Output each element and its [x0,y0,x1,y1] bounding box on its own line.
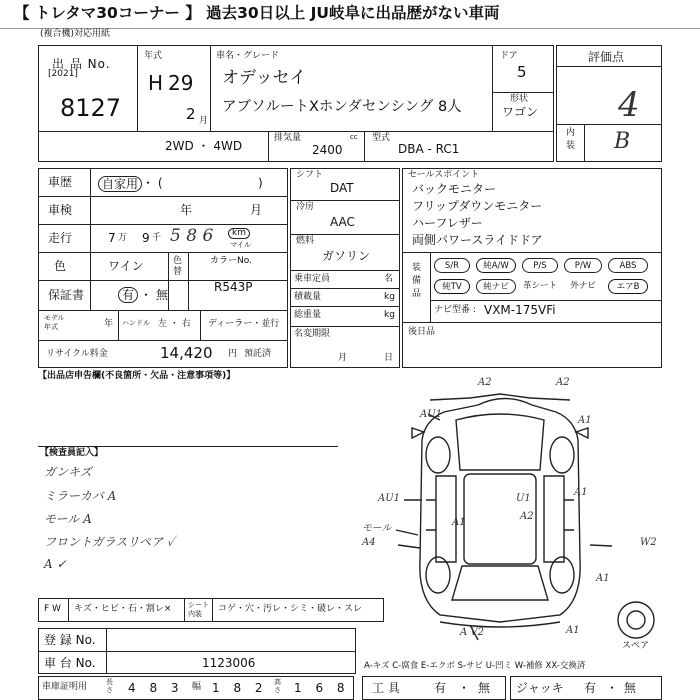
drive-options: 2WD ・ 4WD [165,139,243,153]
history-value: 自家用 [98,176,142,192]
equip-ps: P/S [522,258,558,273]
mileage-unit-mile: マイル [230,241,251,249]
inspector-line-3: フロントガラスリペア ✓ [44,535,175,549]
doors-label: ドア [500,51,518,61]
year-era: H [148,71,164,95]
warranty-yes: 有 [118,287,138,303]
reg-label: 登 録 No. [44,633,96,647]
displacement-value: 2400 [312,143,343,157]
tools-yes: 有 [434,681,447,695]
capacity-row-1: 積載量 [294,292,322,302]
score-value: 4 [618,85,640,125]
mark-a2-roof: A2 [520,511,534,522]
namechange-label: 名変期限 [294,329,331,339]
seat-text: コゲ・穴・汚レ・シミ・破レ・スレ [218,604,363,614]
fuel-value: ガソリン [322,249,371,263]
type-value: DBA - RC1 [398,142,460,156]
inspector-line-1: ミラーカバ A [44,489,117,503]
mileage-handwritten: 5 8 6 [170,226,214,246]
model-year-label: モデル年式 [44,314,65,331]
tools-label: 工 具 [372,681,400,695]
mileage-man: 7 [108,231,116,245]
colorno-value: R543P [214,280,253,294]
mark-molding-a4: モール A4 [362,523,392,548]
cert-height: 1 6 8 [294,681,350,695]
recycle-value: 14,420 [160,344,213,362]
shift-label: シフト [296,170,324,180]
cert-length: 4 8 3 [128,681,184,695]
mark-a1-right-fender: A1 [578,415,592,426]
warranty-sep: ・ [140,288,153,302]
mark-u1-roof: U1 [516,493,531,504]
inspection-label: 車検 [48,203,73,217]
equipment-label: 装備品 [412,263,422,299]
shape-label: 形状 [510,94,529,104]
recycle-deposit: 預託済 [244,349,272,359]
equip-extnavi: 外ナビ [570,281,596,291]
mark-a1-rear-right: A1 [566,625,580,636]
color-value: ワイン [108,259,144,273]
salespoint-2: ハーフレザー [412,216,483,230]
capacity-row-0: 乗車定員 [294,274,331,284]
inspector-line-2: モール A [44,512,92,526]
jack-yes: 有 [584,681,597,695]
displacement-unit: cc [350,133,358,141]
namechange-month: 月 [338,353,348,363]
mark-a2-front-left: A2 [478,377,492,388]
mileage-unit-km: km [228,228,250,239]
color-change-label: 色替 [173,256,183,277]
capacity-row-2: 総重量 [294,310,322,320]
salespoint-label: セールスポイント [408,170,480,180]
model-name: オデッセイ [222,68,307,88]
namechange-day: 日 [384,353,394,363]
history-label: 車歴 [48,175,73,189]
salespoint-0: バックモニター [412,182,497,196]
seller-note: 【出品店申告欄(不良箇所・欠品・注意事項等)】 [38,371,236,381]
jack-label: ジャッキ [516,681,564,695]
interior-label: 内装 [566,128,576,151]
type-label: 型式 [372,133,391,143]
color-label: 色 [54,259,67,273]
model-label: 車名・グレード [216,51,280,61]
navi-label: ナビ型番 : [434,305,476,315]
jack-no: 無 [624,681,637,695]
equip-alloy: 純A/W [476,258,516,273]
chassis-label: 車 台 No. [44,656,96,670]
history-suffix: ・ ( [142,176,163,190]
cert-width: 1 8 2 [212,681,268,695]
navi-value: VXM-175VFi [484,303,556,317]
equip-airbag: エアB [608,279,648,294]
doors-value: 5 [517,63,527,81]
colorno-label: カラーNo. [210,256,252,266]
year-month: 2 [186,105,196,123]
chassis-value: 1123006 [202,656,256,670]
mark-w2: W2 [640,537,657,548]
inspector-line-0: ガンキズ [44,465,92,479]
handle-label: ハンドル [122,319,150,327]
warranty-label: 保証書 [48,288,85,302]
inspector-line-4: A ✓ [44,557,67,571]
mark-a1-left-rear-door: A1 [452,517,466,528]
mileage-sen: 9 [142,231,150,245]
salespoint-3: 両側パワースライドドア [412,233,543,247]
mark-au1-mirror: AU1 [420,409,443,420]
jack-sep: ・ [606,681,619,695]
model-year-year: 年 [104,319,114,329]
banner-text: 【 トレタマ30コーナー 】 過去30日以上 JU岐阜に出品歴がない車両 [14,4,500,22]
spare-label: スペア [622,641,650,651]
mark-a1-right-door: A1 [574,487,588,498]
seat-label: シート内装 [188,601,209,618]
displacement-label: 排気量 [274,133,302,143]
mileage-label: 走行 [48,231,73,245]
recycle-unit: 円 [228,349,238,359]
warranty-no: 無 [156,288,169,302]
mileage-sen-unit: 千 [152,233,162,243]
fuel-label: 燃料 [296,236,315,246]
fw-label: F W [44,604,61,614]
capacity-unit-0: 名 [384,274,394,284]
lot-number: 8127 [60,94,122,122]
equip-abs: ABS [608,258,648,273]
interior-value: B [614,129,631,154]
equip-tv: 純TV [434,279,470,294]
after-label: 後日品 [408,327,436,337]
capacity-unit-2: kg [384,310,395,320]
lot-label: 出 品 No. [52,57,111,71]
mark-a1-rear-quarter: A1 [596,573,610,584]
recycle-label: リサイクル料金 [46,349,108,359]
cert-length-label: 長さ [106,678,113,694]
tools-sep: ・ [458,681,471,695]
mark-au1-left-door: AU1 [378,493,401,504]
score-label: 評価点 [588,50,625,64]
capacity-unit-1: kg [384,292,395,302]
equip-navi: 純ナビ [476,279,516,294]
damage-legend: A-キズ C-腐食 E-エクボ S-サビ U-凹ミ W-補修 XX-交換済 [364,661,586,671]
cert-height-label: 高さ [274,678,281,694]
equip-pw: P/W [564,258,602,273]
equip-leather: 革シート [522,281,557,291]
ac-value: AAC [330,215,355,229]
handle-lr: 左 ・ 右 [158,319,191,329]
inspector-label: 【検査員記入】 [40,448,104,458]
lot-year-tag: [2021] [48,69,78,79]
cert-label: 車庫証明用 [42,682,88,692]
shift-value: DAT [330,181,354,195]
history-close: ) [258,176,263,190]
mark-a2-front-right: A2 [556,377,570,388]
mileage-man-unit: 万 [118,233,128,243]
shape-value: ワゴン [502,105,539,119]
year-value: 29 [168,71,194,95]
ac-label: 冷房 [296,202,315,212]
year-label: 年式 [144,51,163,61]
fw-text: キズ・ヒビ・石・割レ× [74,604,172,614]
salespoint-1: フリップダウンモニター [412,199,543,213]
tools-no: 無 [478,681,491,695]
model-grade: アブソルートXホンダセンシング 8人 [222,99,462,115]
mark-av2-rear: A V2 [460,627,484,638]
dealer-label: ディーラー・並行 [208,319,280,329]
cert-width-label: 幅 [192,682,202,692]
equip-sr: S/R [434,258,470,273]
year-month-unit: 月 [199,116,209,126]
header-note: (複合機)対応用紙 [40,29,111,39]
inspection-month: 月 [250,203,263,217]
inspection-year: 年 [180,203,193,217]
